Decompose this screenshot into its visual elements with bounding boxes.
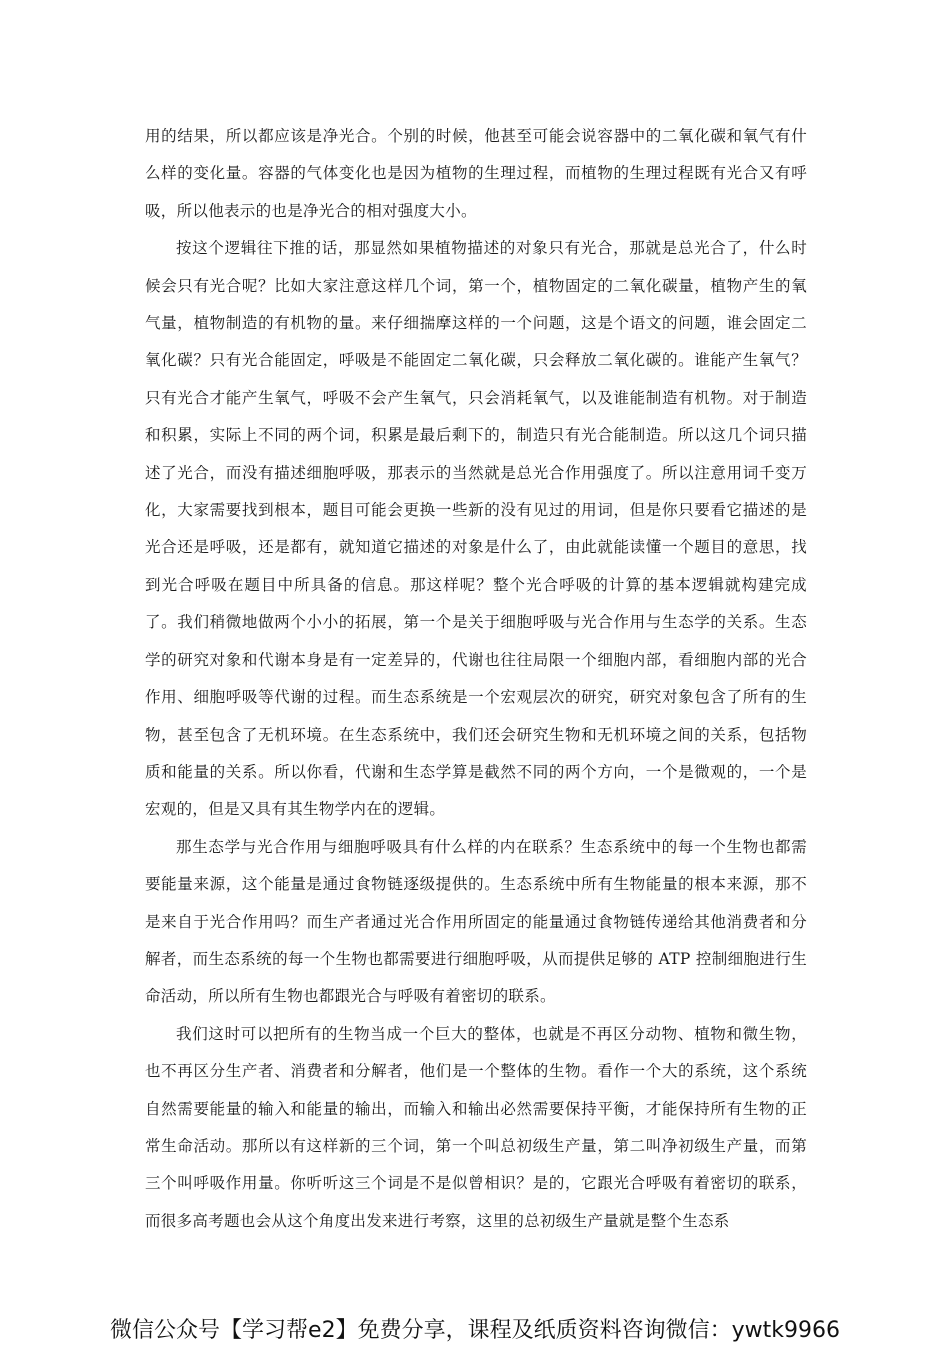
document-body	[145, 118, 807, 1240]
paragraph-1: 用的结果，所以都应该是净光合。个别的时候，他甚至可能会说容器中的二氧化碳和氧气有什么样的变化量。容器的气体变化也是因为植物的生理过程，而植物的生理过程既有光合又有呼吸，所以他表示的也是净光合的相对强度大小。	[145, 127, 807, 220]
paragraph-3: 那生态学与光合作用与细胞呼吸具有什么样的内在联系？生态系统中的每一个生物也都需要能量来源，这个能量是通过食物链逐级提供的。生态系统中所有生物能量的根本来源，那不是来自于光合作用吗？而生产者通过光合作用所固定的能量通过食物链传递给其他消费者和分解者，而生态系统的每一个生物也都需要进行细胞呼吸，从而提供足够的 ATP 控制细胞进行生命活动，所以所有生物也都跟光合与呼吸有着密切的联系。	[145, 837, 807, 1006]
footer-watermark: 微信公众号【学习帮e2】免费分享，课程及纸质资料咨询微信：ywtk9966	[110, 1318, 840, 1343]
paragraph-4: 我们这时可以把所有的生物当成一个巨大的整体，也就是不再区分动物、植物和微生物，也不再区分生产者、消费者和分解者，他们是一个整体的生物。看作一个大的系统，这个系统自然需要能量的输入和能量的输出，而输入和输出必然需要保持平衡，才能保持所有生物的正常生命活动。那所以有这样新的三个词，第一个叫总初级生产量，第二叫净初级生产量，而第三个叫呼吸作用量。你听听这三个词是不是似曾相识？是的，它跟光合呼吸有着密切的联系，而很多高考题也会从这个角度出发来进行考察，这里的总初级生产量就是整个生态系	[145, 1024, 807, 1230]
paragraph-2: 按这个逻辑往下推的话，那显然如果植物描述的对象只有光合，那就是总光合了，什么时候会只有光合呢？比如大家注意这样几个词，第一个，植物固定的二氧化碳量，植物产生的氧气量，植物制造的有机物的量。来仔细揣摩这样的一个问题，这是个语文的问题，谁会固定二氧化碳？只有光合能固定，呼吸是不能固定二氧化碳，只会释放二氧化碳的。谁能产生氧气？只有光合才能产生氧气，呼吸不会产生氧气，只会消耗氧气，以及谁能制造有机物。对于制造和积累，实际上不同的两个词，积累是最后剩下的，制造只有光合能制造。所以这几个词只描述了光合，而没有描述细胞呼吸，那表示的当然就是总光合作用强度了。所以注意用词千变万化，大家需要找到根本，题目可能会更换一些新的没有见过的用词，但是你只要看它描述的是光合还是呼吸，还是都有，就知道它描述的对象是什么了，由此就能读懂一个题目的意思，找到光合呼吸在题目中所具备的信息。那这样呢？整个光合呼吸的计算的基本逻辑就构建完成了。我们稍微地做两个小小的拓展，第一个是关于细胞呼吸与光合作用与生态学的关系。生态学的研究对象和代谢本身是有一定差异的，代谢也往往局限一个细胞内部，看细胞内部的光合作用、细胞呼吸等代谢的过程。而生态系统是一个宏观层次的研究，研究对象包含了所有的生物，甚至包含了无机环境。在生态系统中，我们还会研究生物和无机环境之间的关系，包括物质和能量的关系。所以你看，代谢和生态学算是截然不同的两个方向，一个是微观的，一个是宏观的，但是又具有其生物学内在的逻辑。	[145, 239, 807, 819]
